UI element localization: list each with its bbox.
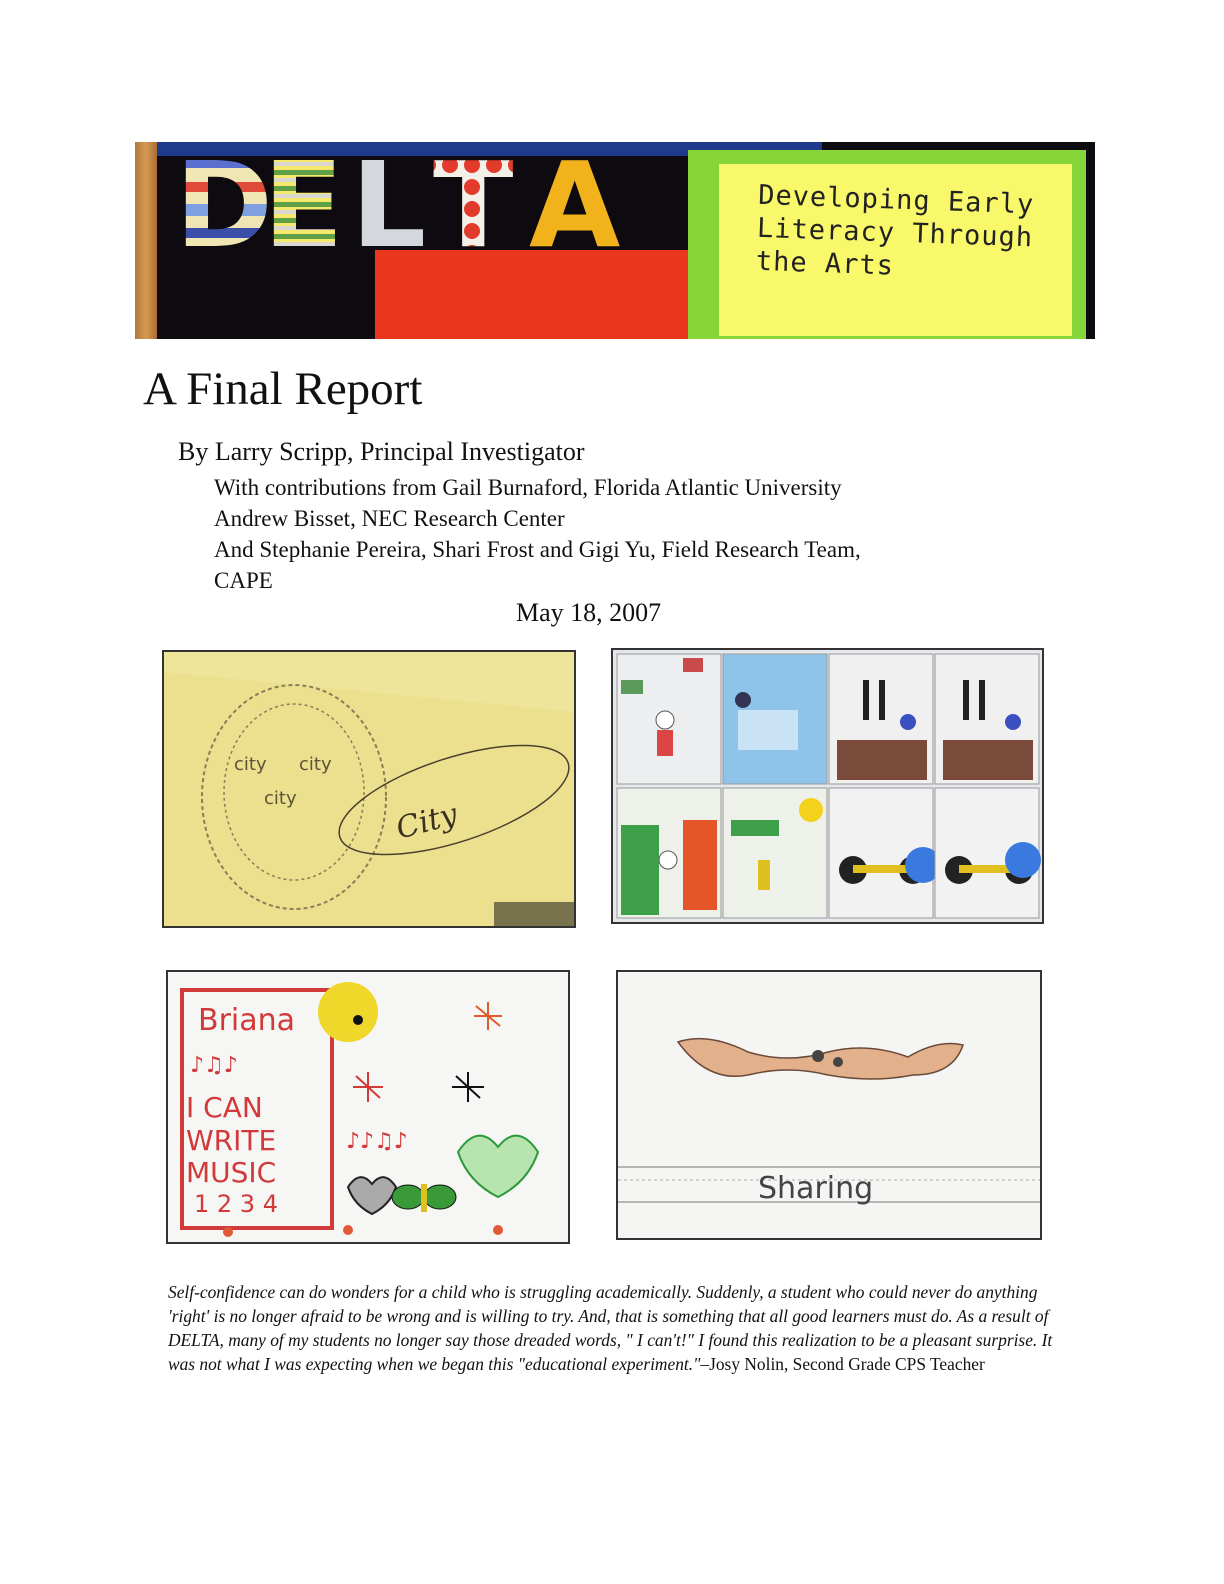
contributor-line: And Stephanie Pereira, Shari Frost and Gigi Yu, Field Research Team, [214,537,861,562]
wood-edge [135,142,157,339]
delta-letter-t: T [433,154,514,254]
delta-letter-e: E [263,154,344,254]
delta-letter-d: D [175,154,273,254]
briana-drawing-photo [166,970,570,1244]
panel-3 [829,654,933,784]
city-drawing [164,652,574,926]
delta-logo [175,154,695,254]
briana-line: I CAN [186,1091,263,1124]
butterfly-icon [392,1184,456,1212]
comic-panels-photo [611,648,1044,924]
city-word: city [234,754,267,775]
comic-panels [613,650,1042,922]
sharing-drawing-photo [616,970,1042,1240]
panel-4 [935,654,1039,784]
city-drawing-photo [162,650,576,928]
contributor-line: CAPE [214,568,273,593]
banner-tagline: Developing Early Literacy Through the Arts [755,179,1035,282]
byline: By Larry Scripp, Principal Investigator [178,437,585,466]
panel-8 [935,788,1041,918]
page-title: A Final Report [143,363,423,415]
delta-banner [135,142,1095,339]
contributor-line: With contributions from Gail Burnaford, Florida Atlantic University [214,475,842,500]
city-word: city [299,754,332,775]
report-date: May 18, 2007 [516,598,662,627]
briana-line: MUSIC [186,1156,277,1189]
music-notes-icon: ♪♫♪ [190,1053,238,1078]
panel-7 [829,788,941,918]
panel-5 [617,788,721,918]
music-notes-icon: ♪♪♫♪ [346,1129,408,1154]
briana-line: 1 2 3 4 [194,1190,278,1218]
panel-2 [723,654,827,784]
red-block [375,250,690,339]
briana-line: WRITE [186,1124,277,1157]
city-word: city [264,788,297,809]
tagline-card [719,164,1072,336]
chick-icon [318,982,378,1042]
quote-attribution: –Josy Nolin, Second Grade CPS Teacher [700,1354,985,1374]
quote-text: Self-confidence can do wonders for a child who is struggling academically. Suddenly, a student who could never do anything 'right' is no longer afraid to be wrong and is willing to try. And, that is something that all good learners must do. As a result of DELTA, many of my students no longer say those dreaded words, " I can't!" I found this realization to be a pleasant surprise. It was not what I was expecting when we began this "educational experiment." [168,1282,1053,1374]
delta-letter-a: A [529,154,621,254]
briana-drawing [168,972,568,1242]
panel-6 [723,788,827,918]
sharing-caption: Sharing [758,1171,874,1206]
sharing-drawing [618,972,1040,1238]
briana-name: Briana [198,1003,296,1038]
panel-1 [617,654,721,784]
teacher-quote [168,1280,1078,1376]
contributors [214,472,1014,596]
city-signature: City [392,796,462,847]
delta-letter-l: L [351,154,427,254]
contributor-line: Andrew Bisset, NEC Research Center [214,506,565,531]
